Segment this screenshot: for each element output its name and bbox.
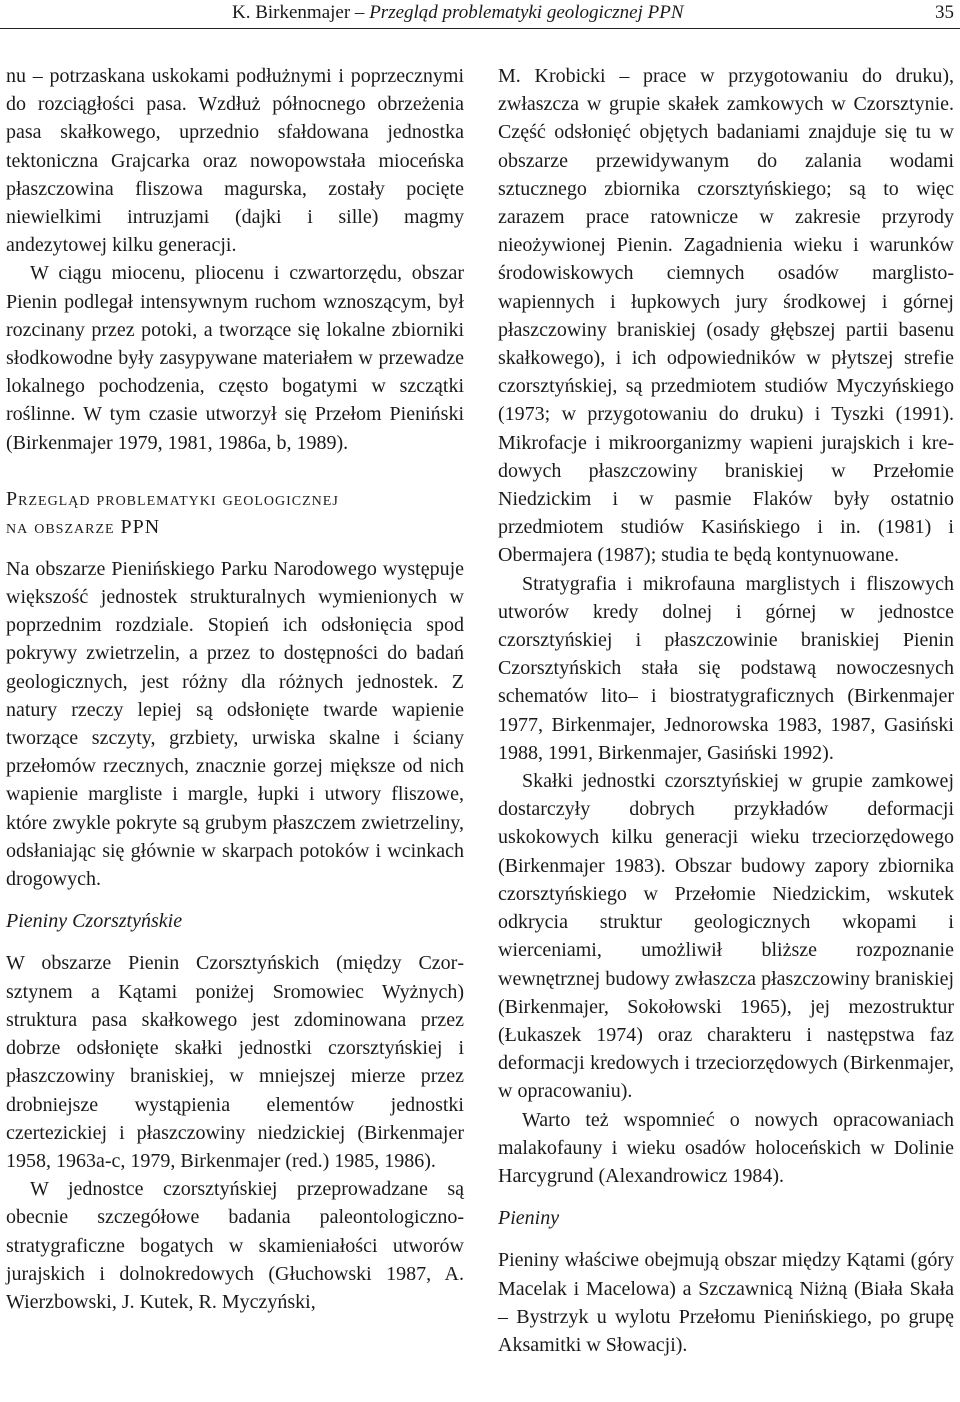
paragraph: Stratygrafia i mikrofauna marglistych i fliszowych utworów kredy dolnej i górnej w jednostce czorsztyńskiej i płaszczowinie braniskiej Pienin Czorsztyńskich stała się podstawą nowoczesnych schematów lito– i biostratygraficznych (Birkenmajer 1977, Birkenmajer, Jednorowska 1983, 1987, Gasiński 1988, 1991, Birkenmajer, Gasiński 1992). [498, 572, 954, 764]
paragraph: Na obszarze Pienińskiego Parku Narodowego występuje większość jednostek strukturalnych wymienionych w poprzednim rozdziale. Stopień ich odsłonięcia spod pokrywy zwietrzelin, a przez to dostępności do badań geologicznych, jest różny dla różnych jednostek. Z natury rzeczy lepiej są odsłonięte twarde wapienie tworzące szczyty, grzbiety, urwiska skalne i ściany przełomów rzecznych, znacznie gorzej miększe od nich wapienie margliste i margle, łupki i utwory fliszowe, które zwykle pokryte są grubym płaszczem zwietrzeliny, odsłaniając się głównie w skarpach potoków i wcinkach drogowych. [6, 557, 464, 891]
paragraph: Warto też wspomnieć o nowych opracowaniach malakofauny i wieku osadów holoceńskich w Dolinie Harcygrund (Alexandrowicz 1984). [498, 1108, 954, 1187]
page-number: 35 [935, 2, 954, 23]
running-header [0, 0, 960, 30]
running-author: K. Birkenmajer – [232, 2, 370, 23]
paragraph: nu – potrzaskana uskokami podłużnymi i poprzecznymi do rozciągłości pasa. Wzdłuż północnego obrzeżenia pasa skałkowego, uprzednio sfałdowana jednostka tektoniczna Grajcarka oraz nowopowstała mioceńska płaszczowina fliszowa magurska, zostały pocięte niewielkimi intruzjami (dajki i sille) magmy andezytowej kilku generacji. [6, 65, 464, 257]
subsection-heading: Pieniny Czorsztyńskie [6, 910, 183, 933]
paragraph: W jednostce czorsztyńskiej przeprowadzane są obecnie szczegółowe badania paleontologicznostratygraficzne bogatych w skamieniałości utworów jurajskich i dolnokredowych (Głuchowski 1987, A. Wierzbowski, J. Kutek, R. Myczyński, [6, 1178, 464, 1313]
left-column [6, 62, 464, 1316]
section-heading-line-1: Przegląd problematyki geologicznej [6, 487, 339, 510]
running-title-italic: Przegląd problematyki geologicznej PPN [369, 2, 684, 23]
paragraph: W ciągu miocenu, pliocenu i czwartorzędu, obszar Pienin podlegał intensywnym ruchom wznoszącym, był rozcinany przez potoki, a tworzące się lokalne zbiorniki słodkowodne były zasypywane materiałem w przewadze lokalnego pochodzenia, często bogatymi w szczątki roślinne. W tym czasie utworzył się Przełom Pieniński (Birkenmajer 1979, 1981, 1986a, b, 1989). [6, 262, 464, 454]
paragraph: M. Krobicki – prace w przygotowaniu do druku), zwłaszcza w grupie skałek zamkowych w Czorsztynie. Część odsłonięć objętych badaniami znajduje się tu w obszarze przewidywanym do zalania wodami sztucznego zbiornika czorsztyńskiego; są to więc zarazem prace ratownicze w zakresie przyrody nieożywionej Pienin. Zagadnienia wieku i warunków środowiskowych ciemnych osadów marglisto-wapiennych i łupkowych jury środkowej i górnej płaszczowiny braniskiej (osady głębszej partii basenu skałkowego), i ich odpowiedników w płytszej strefie czorsztyńskiej, są przedmiotem studiów Myczyńskiego (1973; w przygotowaniu do druku) i Tyszki (1991). Mikrofacje i mikroorganizmy wapieni jurajskich i kredowych płaszczowiny braniskiej w Przełomie Niedzickim i w pasmie Flaków były ostatnio przedmiotem studiów Kasińskiego i in. (1981) i Obermajera (1987); studia te będą kontynuowane. [498, 65, 954, 567]
section-heading-line-2: na obszarze PPN [6, 515, 161, 538]
running-title [232, 1, 684, 25]
section-heading [6, 485, 464, 541]
header-rule [0, 28, 960, 29]
paragraph: Skałki jednostki czorsztyńskiej w grupie zamkowej dostarczyły dobrych przykładów deformacji uskokowych kilku generacji wieku trzeciorzędowego (Birkenmajer 1983). Obszar budowy zapory zbiornika czorsztyńskiego w Przełomie Niedzickim, wskutek odkrycia struktur geologicznych wkopami i wierceniami, umożliwił bliższe rozpoznanie wewnętrznej budowy zwłaszcza płaszczowiny braniskiej (Birkenmajer, Sokołowski 1965), jej mezostruktur (Łukaszek 1974) oraz charakteru i następstwa faz deformacji kredowych i trzeciorzędowych (Birkenmajer, w opracowaniu). [498, 770, 954, 1103]
paragraph: W obszarze Pienin Czorsztyńskich (między Czorsztynem a Kątami poniżej Sromowiec Wyżnych) struktura pasa skałkowego jest zdominowana przez dobrze odsłonięte skałki jednostki czorsztyńskiej i płaszczowiny braniskiej, w mniejszej mierze przez drobniejsze wystąpienia elementów jednostki czertezickiej i płaszczowiny niedzickiej (Birkenmajer 1958, 1963a-c, 1979, Birkenmajer (red.) 1985, 1986). [6, 952, 464, 1172]
right-column [498, 62, 954, 1359]
paragraph: Pieniny właściwe obejmują obszar między Kątami (góry Macelak i Macelowa) a Szczawnicą Niżną (Biała Skała – Bystrzyk u wylotu Przełomu Pienińskiego, po grupę Aksamitki w Słowacji). [498, 1249, 954, 1356]
subsection-heading: Pieniny [498, 1207, 560, 1230]
